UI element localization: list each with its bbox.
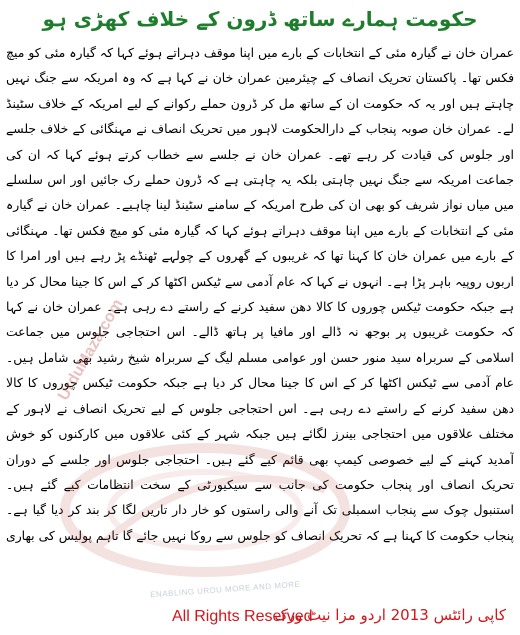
article-body <box>6 40 514 552</box>
watermark-tagline: ENABLING URDU MORE AND MORE <box>149 579 301 600</box>
article-paragraph: عمران خان نے گیارہ مئی کے انتخابات کے بارے میں اپنا موقف دہراتے ہوئے کہا کہ گیارہ مئی کو میچ فکس تھا۔ پاکستان تحریک انصاف کے چیئرمین عمران خان نے کہا ہے کہ وہ امریکہ سے جنگ نہیں چاہتے ہیں اور یہ کہ حکومت ان کے ساتھ مل کر ڈرون حملے رکوانے کے لیے امریکہ کے خلاف سٹینڈ لے۔ عمران خان صوبہ پنجاب کے دارالحکومت لاہور میں تحریک انصاف نے مہنگائی کے خلاف جلسے اور جلوس کی قیادت کر رہے تھے۔ عمران خان نے جلسے سے خطاب کرتے ہوئے کہا کہ ان کی جماعت امریکہ سے جنگ نہیں چاہتی بلکہ یہ چاہتی ہے کہ ڈرون حملے رک جائیں اور اس سلسلے میں میاں نواز شریف کو بھی ان کی طرح امریکہ کے سامنے سٹینڈ لینا چاہیے۔ عمران خان نے گیارہ مئی کے انتخابات کے بارے میں اپنا موقف دہراتے ہوئے کہا کہ گیارہ مئی کو میچ فکس تھا۔ مہنگائی کے بارے میں عمران خان کا کہنا تھا کہ غریبوں کے گھروں کے چولہے ٹھنڈے پڑ رہے ہیں اور امرا کا اربوں روپیہ باہر پڑا ہے۔ انہوں نے کہا کہ عام آدمی سے ٹیکس اکٹھا کر کے اس کا جینا محال کر دیا ہے جبکہ حکومت ٹیکس چوروں کا کالا دھن سفید کرنے کے راستے دے رہی ہے۔ عمران خان نے کہا کہ حکومت غریبوں پر بوجھ نہ ڈالے اور مافیا پر ہاتھ ڈالے۔ اس احتجاجی جلوس میں جماعت اسلامی کے سربراہ سید منور حسن اور عوامی مسلم لیگ کے سربراہ شیخ رشید بھی شامل ہیں۔ عام آدمی سے ٹیکس اکٹھا کر کے اس کا جینا محال کر دیا ہے جبکہ حکومت ٹیکس چوروں کا کالا دھن سفید کرنے کے راستے دے رہی ہے۔ اس احتجاجی جلوس کے لیے تحریک انصاف نے لاہور کے مختلف علاقوں میں احتجاجی بینرز لگائے ہیں جبکہ شہر کے کئی علاقوں میں کارکنوں کو خوش آمدید کہنے کے لیے خصوصی کیمپ بھی قائم کیے گئے ہیں۔ احتجاجی جلوس اور جلسے کے دوران تحریک انصاف اور پنجاب حکومت کی جانب سے سیکیورٹی کے سخت انتظامات کیے گئے ہیں۔ استنبول چوک سے پنجاب اسمبلی تک آنے والی راستوں کو خار دار تاریں لگا کر بند کر دیا گیا ہے۔ پنجاب حکومت کا کہنا ہے کہ تحریک انصاف کو جلوس سے روکا نہیں جائے گا تاہم پولیس کی بھاری <box>6 45 514 543</box>
footer-rights-urdu: کاپی رائٹس 2013 اردو مزا نیٹ ورک <box>274 606 506 624</box>
footer <box>0 606 520 630</box>
page-title: حکومت ہمارے ساتھ ڈرون کے خلاف کھڑی ہو <box>42 7 478 31</box>
watermark-site-text: UrduMaza.com <box>55 296 127 404</box>
footer-rights-english: All Rights Reserved <box>172 608 313 625</box>
